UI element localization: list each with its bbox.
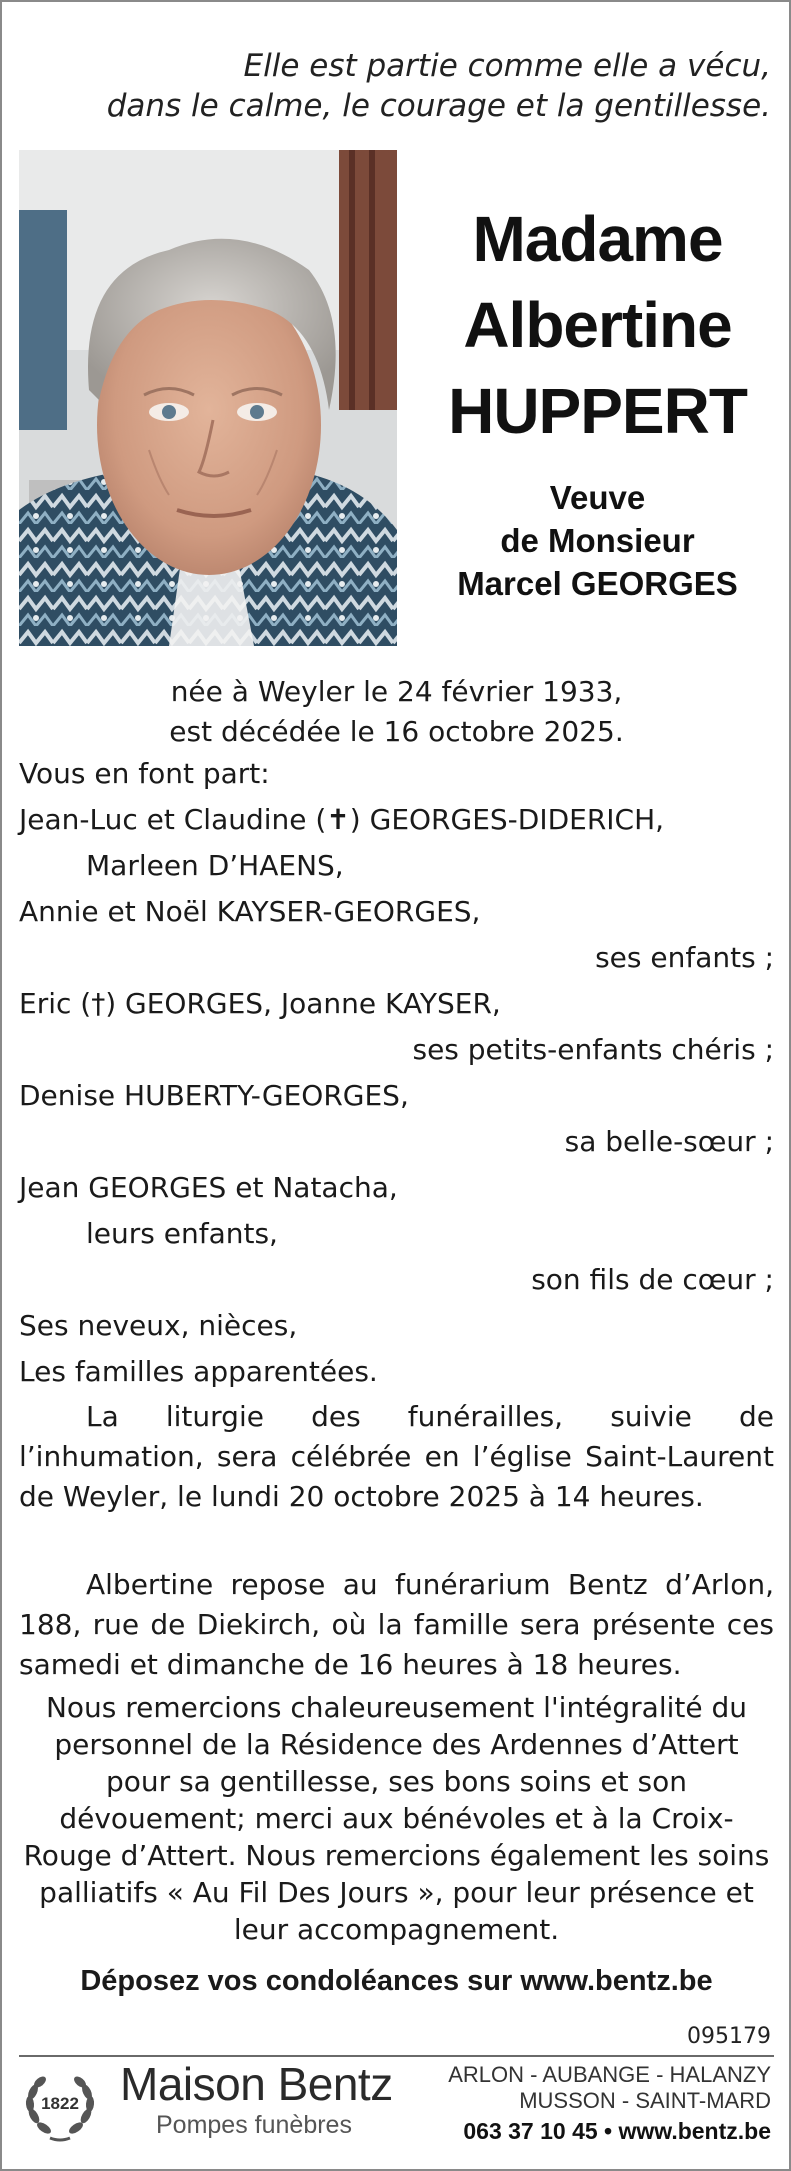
- family-line: sa belle-sœur ;: [564, 1125, 774, 1158]
- family-list: [19, 751, 774, 1395]
- family-line: Denise HUBERTY-GEORGES,: [19, 1079, 409, 1112]
- name-first: Albertine: [463, 289, 732, 361]
- name-title: Madame: [472, 203, 723, 275]
- death-line: est décédée le 16 octobre 2025.: [169, 715, 624, 748]
- portrait-photo: [19, 150, 397, 646]
- widow-line: de Monsieur: [500, 522, 695, 559]
- family-line: Jean-Luc et Claudine (✝) GEORGES-DIDERICH,: [19, 803, 665, 836]
- family-line: Eric (†) GEORGES, Joanne KAYSER,: [19, 987, 501, 1020]
- family-line: Ses neveux, nièces,: [19, 1309, 298, 1342]
- family-line: Les familles apparentées.: [19, 1355, 378, 1388]
- family-line: son fils de cœur ;: [531, 1263, 774, 1296]
- thanks-paragraph: Nous remercions chaleureusement l'intégralité du personnel de la Résidence des Ardennes d’Attert pour sa gentillesse, ses bons soins et son dévouement; merci aux bénévoles et à la Croix-Rouge d’Attert. Nous remercions également les soins palliatifs « Au Fil Des Jours », pour leur présence et leur accompagnement.: [23, 1691, 770, 1946]
- brand-name: Maison Bentz: [120, 2058, 393, 2110]
- seal-year: 1822: [41, 2094, 79, 2113]
- birth-death-dates: [19, 672, 774, 752]
- family-line: Vous en font part:: [19, 757, 270, 790]
- family-line: leurs enfants,: [86, 1217, 278, 1250]
- condolences-notice: Déposez vos condoléances sur www.bentz.be: [80, 1965, 713, 1997]
- name-last: HUPPERT: [448, 375, 747, 447]
- funeral-paragraph: La liturgie des funérailles, suivie de l’inhumation, sera célébrée en l’église Saint-Laurent de Weyler, le lundi 20 octobre 2025 à 14 heures.: [19, 1400, 774, 1513]
- family-line: Marleen D’HAENS,: [86, 849, 344, 882]
- rest-paragraph: Albertine repose au funérarium Bentz d’Arlon, 188, rue de Diekirch, où la famille sera présente ces samedi et dimanche de 16 heures à 18 heures.: [19, 1568, 774, 1681]
- birth-line: née à Weyler le 24 février 1933,: [170, 675, 623, 708]
- towns-line: MUSSON - SAINT-MARD: [519, 2088, 771, 2113]
- towns-line: ARLON - AUBANGE - HALANZY: [448, 2062, 771, 2087]
- family-line: ses enfants ;: [595, 941, 774, 974]
- family-line: Jean GEORGES et Natacha,: [19, 1171, 398, 1204]
- family-line: Annie et Noël KAYSER-GEORGES,: [19, 895, 481, 928]
- widow-line: Marcel GEORGES: [457, 565, 738, 602]
- funeral-home-contact: 063 37 10 45 • www.bentz.be: [463, 2118, 771, 2144]
- family-line: ses petits-enfants chéris ;: [412, 1033, 774, 1066]
- brand-subtitle: Pompes funèbres: [156, 2111, 352, 2139]
- funeral-home-brand: [120, 2058, 420, 2140]
- widow-line: Veuve: [549, 479, 646, 516]
- deceased-name: [420, 196, 775, 454]
- reference-number: 095179: [687, 2024, 771, 2049]
- funeral-home-locations: [448, 2062, 771, 2114]
- laurel-seal-icon: [20, 2066, 100, 2146]
- epigraph-line: dans le calme, le courage et la gentillesse.: [106, 88, 771, 124]
- epigraph: [71, 46, 771, 126]
- epigraph-line: Elle est partie comme elle a vécu,: [243, 48, 771, 84]
- footer-divider: [19, 2055, 774, 2057]
- widow-of: [420, 476, 775, 605]
